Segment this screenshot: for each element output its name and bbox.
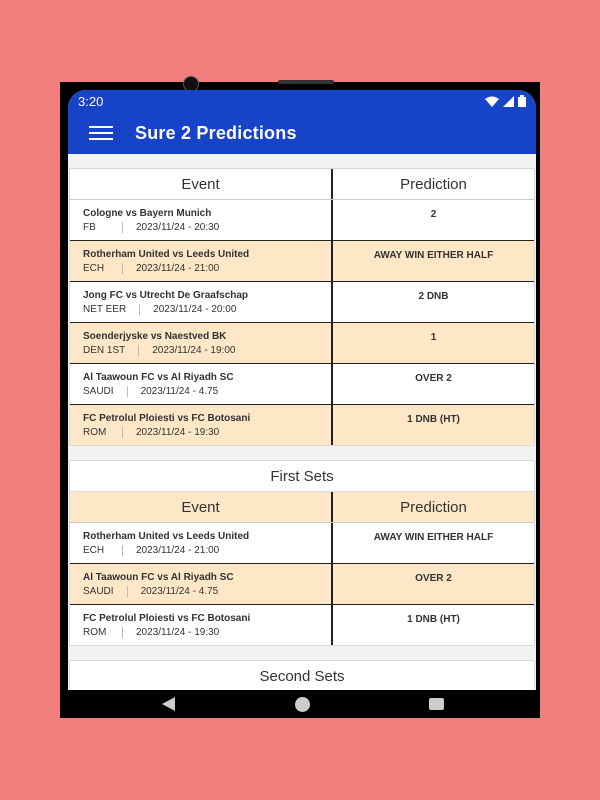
app-bar [68, 112, 536, 154]
status-icons [485, 95, 526, 107]
divider [122, 627, 123, 638]
second-sets-title: Second Sets [70, 661, 534, 690]
app-title: Sure 2 Predictions [135, 122, 297, 143]
prediction-cell [333, 523, 534, 563]
match-meta [70, 383, 331, 397]
prediction-value: 2 DNB [418, 291, 449, 302]
divider [122, 545, 123, 556]
match-meta [70, 301, 331, 315]
league-code: ECH [83, 545, 105, 556]
match-name: Jong FC vs Utrecht De Graafschap [83, 290, 249, 301]
prediction-value: AWAY WIN EITHER HALF [373, 250, 494, 261]
divider [127, 586, 128, 597]
table-row[interactable] [70, 241, 534, 282]
match-name: Al Taawoun FC vs Al Riyadh SC [83, 572, 234, 583]
match-datetime: 2023/11/24 - 19:30 [136, 627, 220, 638]
speaker [278, 80, 334, 84]
event-cell [70, 564, 333, 604]
second-sets-table [69, 660, 535, 690]
league-code: NET EER [83, 304, 127, 315]
match-meta [70, 542, 331, 556]
match-meta [70, 424, 331, 438]
prediction-value: 1 [430, 332, 437, 343]
match-datetime: 2023/11/24 - 4.75 [140, 586, 219, 597]
divider [139, 304, 140, 315]
event-cell [70, 241, 333, 281]
prediction-cell [333, 282, 534, 322]
match-name: Al Taawoun FC vs Al Riyadh SC [83, 372, 234, 383]
event-cell [70, 605, 333, 645]
divider [138, 345, 139, 356]
prediction-header: Prediction [400, 498, 467, 516]
home-icon [295, 697, 310, 712]
first-sets-title: First Sets [70, 461, 534, 492]
match-datetime: 2023/11/24 - 4.75 [140, 386, 219, 397]
match-meta [70, 260, 331, 274]
match-name: Cologne vs Bayern Munich [83, 208, 212, 219]
table-row[interactable] [70, 405, 534, 445]
match-meta [70, 583, 331, 597]
prediction-header: Prediction [400, 175, 467, 193]
match-name: FC Petrolul Ploiesti vs FC Botosani [83, 413, 251, 424]
status-bar [68, 90, 536, 112]
event-header: Event [70, 169, 333, 199]
table-row[interactable] [70, 282, 534, 323]
match-meta [70, 624, 331, 638]
event-cell [70, 323, 333, 363]
match-name: Rotherham United vs Leeds United [83, 531, 250, 542]
signal-icon [503, 96, 514, 107]
match-datetime: 2023/11/24 - 20:30 [136, 222, 220, 233]
back-button[interactable] [101, 697, 235, 711]
league-code: SAUDI [83, 586, 114, 597]
table-row[interactable] [70, 323, 534, 364]
main-predictions-table [69, 168, 535, 446]
screen [68, 90, 536, 690]
match-datetime: 2023/11/24 - 21:00 [136, 545, 220, 556]
content [68, 154, 536, 690]
league-code: FB [83, 222, 96, 233]
recents-icon [429, 698, 444, 710]
menu-icon[interactable] [89, 126, 113, 140]
prediction-value: OVER 2 [415, 573, 452, 584]
prediction-cell [333, 605, 534, 645]
divider [127, 386, 128, 397]
match-name: FC Petrolul Ploiesti vs FC Botosani [83, 613, 251, 624]
phone-frame [60, 82, 540, 718]
table-row[interactable] [70, 605, 534, 645]
match-meta [70, 219, 331, 233]
match-meta [70, 342, 331, 356]
table-row[interactable] [70, 523, 534, 564]
first-sets-table [69, 460, 535, 646]
status-time: 3:20 [78, 93, 104, 109]
table-row[interactable] [70, 564, 534, 605]
match-datetime: 2023/11/24 - 20:00 [153, 304, 237, 315]
wifi-icon [485, 96, 499, 107]
table-header [70, 492, 534, 523]
event-header: Event [70, 492, 333, 522]
divider [122, 427, 123, 438]
event-cell [70, 364, 333, 404]
event-cell [70, 405, 333, 445]
divider [122, 263, 123, 274]
event-cell [70, 200, 333, 240]
prediction-cell [333, 405, 534, 445]
prediction-value: 1 DNB (HT) [407, 414, 460, 425]
league-code: SAUDI [83, 386, 114, 397]
match-datetime: 2023/11/24 - 19:30 [136, 427, 220, 438]
table-row[interactable] [70, 200, 534, 241]
league-code: ROM [83, 627, 107, 638]
table-row[interactable] [70, 364, 534, 405]
prediction-value: 1 DNB (HT) [407, 614, 460, 625]
match-datetime: 2023/11/24 - 21:00 [136, 263, 220, 274]
prediction-cell [333, 364, 534, 404]
prediction-cell [333, 564, 534, 604]
match-name: Rotherham United vs Leeds United [83, 249, 250, 260]
navigation-bar [68, 690, 536, 718]
divider [122, 222, 123, 233]
match-name: Soenderjyske vs Naestved BK [83, 331, 227, 342]
league-code: ROM [83, 427, 107, 438]
prediction-cell [333, 200, 534, 240]
back-icon [162, 697, 175, 711]
battery-icon [518, 95, 526, 107]
prediction-value: 2 [430, 209, 437, 220]
home-button[interactable] [235, 697, 369, 712]
prediction-value: AWAY WIN EITHER HALF [373, 532, 494, 543]
event-cell [70, 282, 333, 322]
event-cell [70, 523, 333, 563]
table-header [70, 169, 534, 200]
league-code: DEN 1ST [83, 345, 126, 356]
match-datetime: 2023/11/24 - 19:00 [152, 345, 236, 356]
prediction-value: OVER 2 [415, 373, 452, 384]
prediction-cell [333, 323, 534, 363]
prediction-cell [333, 241, 534, 281]
league-code: ECH [83, 263, 105, 274]
recents-button[interactable] [369, 698, 503, 710]
